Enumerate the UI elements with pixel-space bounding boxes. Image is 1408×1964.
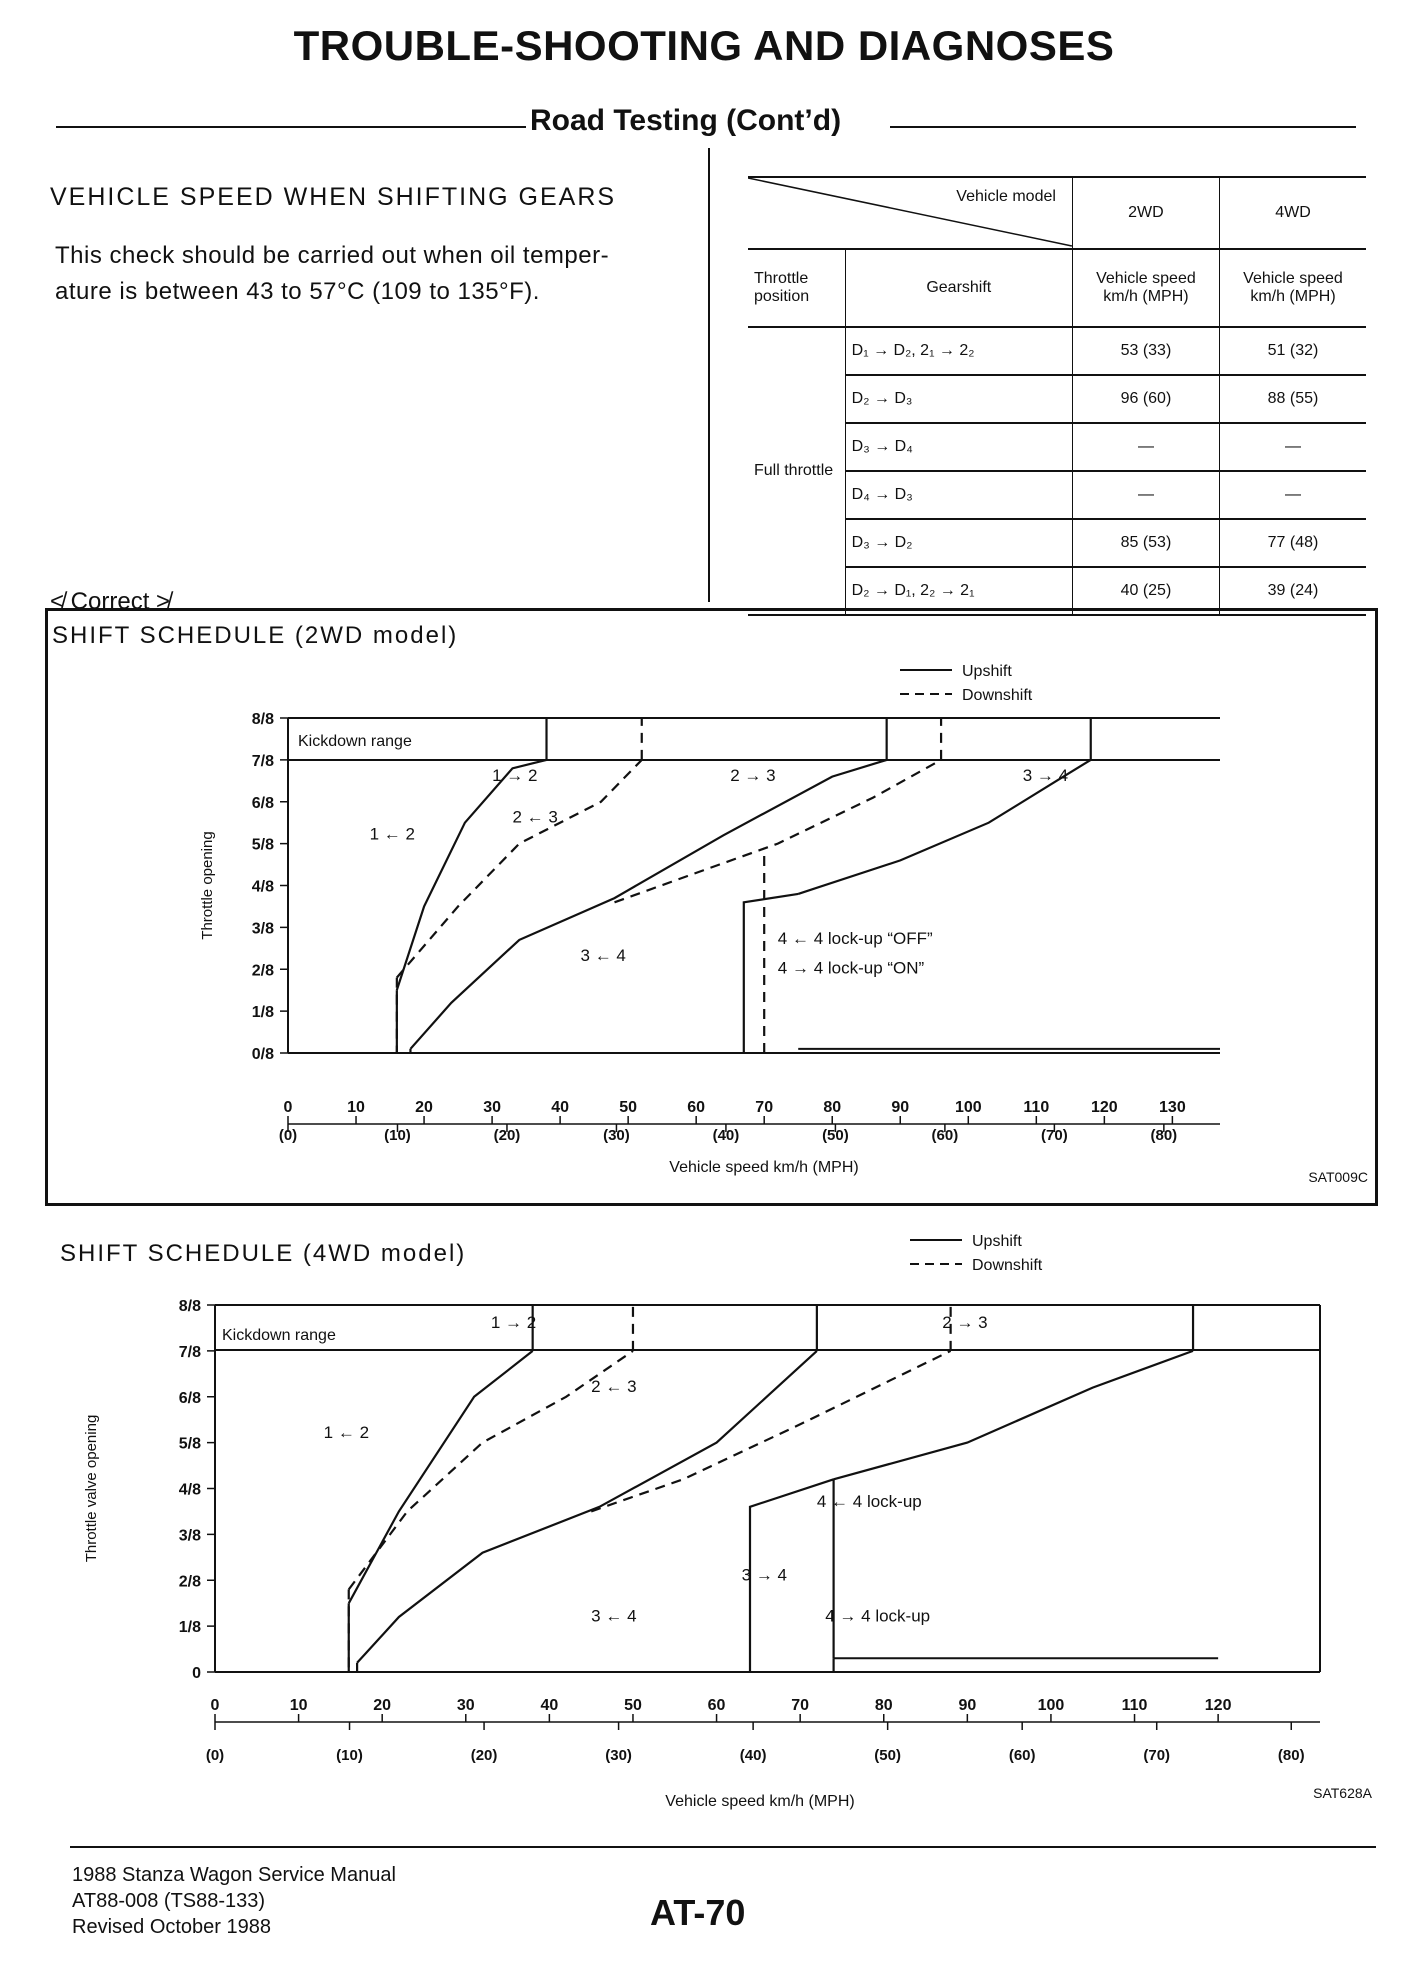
chart2-x-tick-label: 90 [958, 1697, 977, 1714]
chart1-x-tick-label: 40 [551, 1099, 570, 1116]
table-cell-shift: D₁ → D₂, 2₁ → 2₂ [845, 327, 1072, 375]
chart2-annotation: 4 ← 4 lock-up [816, 1491, 922, 1511]
chart2-mph-tick-label: (60) [1008, 1747, 1036, 1764]
chart1-mph-tick-label: (50) [822, 1127, 849, 1144]
chart1-mph-tick-label: (30) [603, 1127, 630, 1144]
section-heading: VEHICLE SPEED WHEN SHIFTING GEARS [50, 183, 617, 211]
chart1-x-tick-label: 20 [415, 1099, 433, 1116]
chart1-y-tick-label: 7/8 [251, 752, 274, 770]
chart2-x-axis-label: Vehicle speed km/h (MPH) [665, 1793, 855, 1810]
chart2-x-tick-label: 80 [874, 1697, 893, 1714]
chart1-x-tick-label: 100 [954, 1099, 982, 1116]
chart1-mph-tick-label: (70) [1041, 1127, 1068, 1144]
chart1-x-tick-label: 120 [1090, 1099, 1118, 1116]
chart2-mph-tick-label: (40) [739, 1747, 767, 1764]
chart1-y-axis-label: Throttle opening [199, 831, 216, 940]
chart1-mph-tick-label: (10) [384, 1127, 411, 1144]
table-cell-2wd: 53 (33) [1072, 327, 1219, 375]
chart2-y-tick-label: 4/8 [178, 1481, 201, 1499]
chart-4wd-title: SHIFT SCHEDULE (4WD model) [60, 1240, 467, 1267]
chart1-x-tick-label: 90 [891, 1099, 910, 1116]
chart1-x-tick-label: 70 [755, 1099, 774, 1116]
chart1-x-axis-label: Vehicle speed km/h (MPH) [669, 1159, 859, 1176]
chart2-y-tick-label: 7/8 [178, 1343, 201, 1361]
chart2-figure-code: SAT628A [1313, 1785, 1372, 1801]
chart1-legend-upshift-label: Upshift [962, 663, 1012, 680]
chart2-mph-tick-label: (0) [205, 1747, 225, 1764]
table-header-4wd: 4WD [1219, 177, 1366, 249]
chart2-series-3-4 [834, 1351, 1193, 1479]
table-row-group-label: Full throttle [748, 327, 845, 615]
chart1-y-tick-label: 4/8 [251, 878, 274, 896]
chart2-x-tick-label: 40 [540, 1697, 559, 1714]
chart1-series-1-2 [397, 760, 547, 990]
table-cell-4wd: 51 (32) [1219, 327, 1366, 375]
chart2-x-tick-label: 50 [624, 1697, 642, 1714]
table-header-2wd: 2WD [1072, 177, 1219, 249]
table-cell-shift: D₃ → D₄ [845, 423, 1072, 471]
chart2-annotation: 2 → 3 [942, 1312, 988, 1332]
chart1-x-tick-label: 110 [1023, 1099, 1050, 1116]
chart1-annotation: 4 ← 4 lock-up “OFF” [777, 929, 933, 949]
table-header-throttle-position: Throttle position [748, 249, 845, 327]
chart2-annotation: 1 → 2 [490, 1312, 537, 1332]
chart2-annotation: 2 ← 3 [591, 1377, 637, 1397]
chart2-annotation: 1 ← 2 [323, 1423, 370, 1443]
chart2-x-tick-label: 0 [210, 1697, 220, 1714]
table-header-speed-4wd: Vehicle speed km/h (MPH) [1219, 249, 1366, 327]
table-cell-2wd: 40 (25) [1072, 567, 1219, 615]
chart1-y-tick-label: 8/8 [251, 711, 274, 728]
table-header-speed-2wd: Vehicle speed km/h (MPH) [1072, 249, 1219, 327]
page-number: AT-70 [650, 1892, 746, 1933]
chart1-annotation: 1 ← 2 [369, 824, 415, 844]
chart2-legend-upshift-label: Upshift [972, 1233, 1022, 1250]
chart2-y-tick-label: 3/8 [178, 1527, 201, 1545]
chart1-mph-tick-label: (40) [712, 1127, 740, 1144]
footer-line2: AT88-008 (TS88-133) [72, 1890, 266, 1912]
table-cell-shift: D₂ → D₃ [845, 375, 1072, 423]
chart1-y-tick-label: 1/8 [251, 1004, 274, 1022]
chart1-mph-tick-label: (80) [1150, 1127, 1178, 1144]
chart2-mph-tick-label: (20) [470, 1747, 498, 1764]
table-cell-shift: D₃ → D₂ [845, 519, 1072, 567]
chart2-x-tick-label: 70 [791, 1697, 810, 1714]
table-cell-4wd: 39 (24) [1219, 567, 1366, 615]
chart1-x-tick-label: 80 [823, 1099, 842, 1116]
table-header-gearshift: Gearshift [845, 249, 1072, 327]
section-text-line1: This check should be carried out when oil temper- [55, 242, 610, 269]
chart2-y-tick-label: 1/8 [178, 1619, 201, 1637]
chart2-x-tick-label: 60 [707, 1697, 726, 1714]
table-cell-2wd: 96 (60) [1072, 375, 1219, 423]
chart2-y-tick-label: 8/8 [178, 1298, 201, 1315]
table-cell-2wd: — [1072, 423, 1219, 471]
page-subtitle: Road Testing (Cont’d) [530, 104, 842, 137]
chart1-x-tick-label: 60 [687, 1099, 706, 1116]
chart1-annotation: 4 → 4 lock-up “ON” [777, 958, 925, 978]
chart1-figure-code: SAT009C [1308, 1169, 1368, 1185]
table-cell-shift: D₄ → D₃ [845, 471, 1072, 519]
chart-2wd-title: SHIFT SCHEDULE (2WD model) [52, 622, 459, 649]
table-cell-4wd: 88 (55) [1219, 375, 1366, 423]
table-cell-shift: D₂ → D₁, 2₂ → 2₁ [845, 567, 1072, 615]
chart1-y-tick-label: 3/8 [251, 920, 274, 938]
chart1-x-tick-label: 30 [483, 1099, 501, 1116]
chart2-series-3-2 [591, 1351, 950, 1512]
footer-divider [70, 1846, 1376, 1848]
chart1-y-tick-label: 0/8 [251, 1046, 274, 1063]
chart1-x-tick-label: 0 [283, 1099, 293, 1116]
chart2-mph-tick-label: (70) [1143, 1747, 1171, 1764]
chart1-annotation: 2 → 3 [730, 765, 776, 785]
table-cell-4wd: 77 (48) [1219, 519, 1366, 567]
chart1-x-tick-label: 50 [619, 1099, 638, 1116]
chart2-legend-downshift-label: Downshift [972, 1257, 1043, 1274]
chart2-x-tick-label: 110 [1121, 1697, 1148, 1714]
footer-line1: 1988 Stanza Wagon Service Manual [72, 1864, 396, 1886]
chart1-annotation: 2 ← 3 [512, 807, 558, 827]
chart2-x-tick-label: 30 [456, 1697, 475, 1714]
chart1-kickdown-label: Kickdown range [298, 733, 412, 750]
chart2-annotation: 3 → 4 [741, 1565, 787, 1585]
chart1-annotation: 1 → 2 [492, 765, 538, 785]
chart1-y-tick-label: 2/8 [251, 962, 274, 980]
chart2-annotation: 4 → 4 lock-up [825, 1606, 931, 1626]
section-text-line2: ature is between 43 to 57°C (109 to 135°F). [55, 278, 540, 305]
chart1-mph-tick-label: (60) [931, 1127, 959, 1144]
chart2-mph-tick-label: (10) [336, 1747, 363, 1764]
table-header-vehicle-model: Vehicle model [956, 188, 1056, 205]
chart1-y-tick-label: 6/8 [251, 794, 274, 812]
chart2-mph-tick-label: (50) [874, 1747, 901, 1764]
chart2-x-tick-label: 100 [1037, 1697, 1065, 1714]
chart1-series-3-2 [615, 760, 942, 902]
chart2-y-tick-label: 5/8 [178, 1435, 201, 1453]
table-cell-2wd: — [1072, 471, 1219, 519]
chart2-mph-tick-label: (30) [605, 1747, 632, 1764]
chart2-series-1-2 [349, 1351, 533, 1603]
chart1-annotation: 3 ← 4 [580, 945, 626, 965]
correct-label: ≮ Correct ≯ [50, 588, 171, 615]
chart2-x-tick-label: 10 [289, 1697, 308, 1714]
chart2-mph-tick-label: (80) [1277, 1747, 1305, 1764]
chart2-y-tick-label: 0 [192, 1665, 201, 1682]
chart1-mph-tick-label: (0) [278, 1127, 298, 1144]
chart2-x-tick-label: 120 [1204, 1697, 1232, 1714]
chart2-x-tick-label: 20 [373, 1697, 392, 1714]
chart1-y-tick-label: 5/8 [251, 836, 274, 854]
chart1-x-tick-label: 130 [1159, 1099, 1186, 1116]
chart2-series-2-3 [357, 1351, 817, 1663]
chart2-y-tick-label: 6/8 [178, 1389, 201, 1407]
chart1-x-tick-label: 10 [347, 1099, 365, 1116]
chart1-mph-tick-label: (20) [493, 1127, 521, 1144]
table-cell-2wd: 85 (53) [1072, 519, 1219, 567]
table-cell-4wd: — [1219, 471, 1366, 519]
footer-line3: Revised October 1988 [72, 1916, 272, 1938]
chart1-legend-downshift-label: Downshift [962, 687, 1033, 704]
chart2-y-axis-label: Throttle valve opening [83, 1414, 100, 1563]
chart2-kickdown-label: Kickdown range [222, 1327, 336, 1344]
chart2-y-tick-label: 2/8 [178, 1573, 201, 1591]
page-title: TROUBLE-SHOOTING AND DIAGNOSES [293, 22, 1115, 69]
chart1-annotation: 3 → 4 [1022, 765, 1069, 785]
chart2-annotation: 3 ← 4 [591, 1606, 637, 1626]
table-cell-4wd: — [1219, 423, 1366, 471]
